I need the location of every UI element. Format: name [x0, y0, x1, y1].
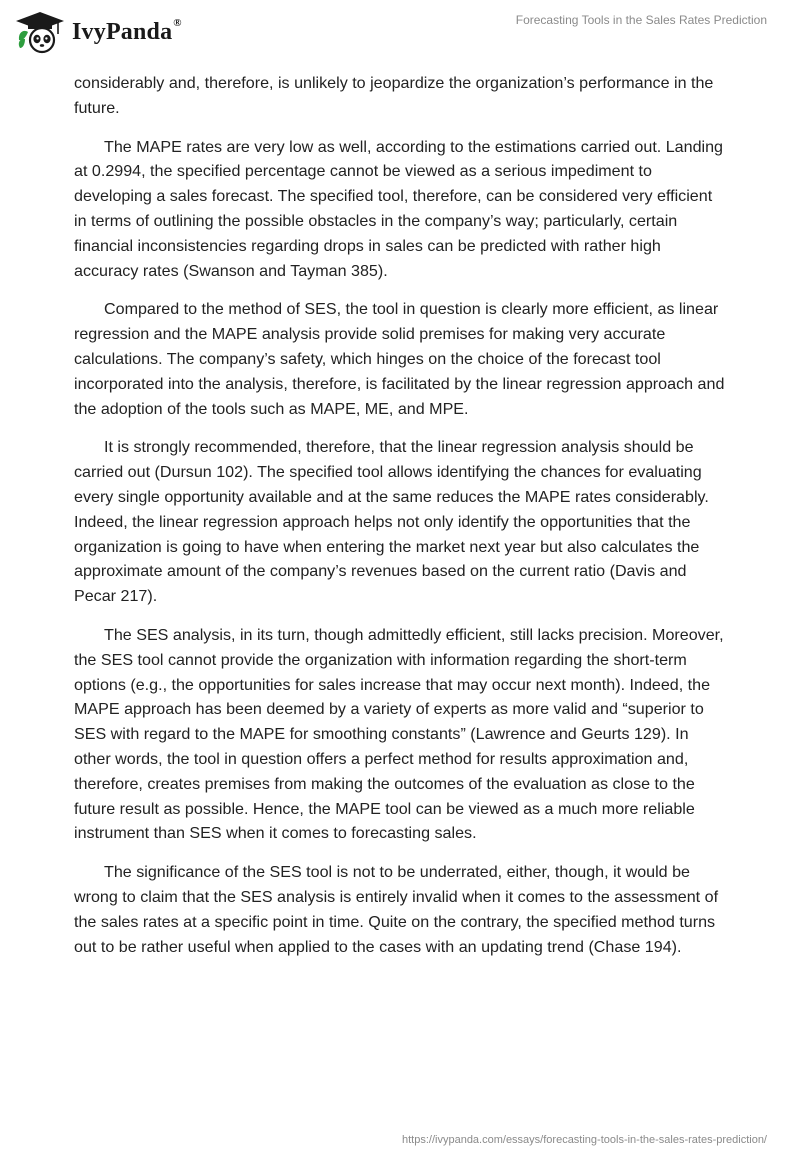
essay-body — [74, 71, 726, 973]
paragraph: It is strongly recommended, therefore, that the linear regression analysis should be carried out (Dursun 102). The specified tool allows identifying the chances for evaluating every single opportunity available and at the same reduces the MAPE rates considerably. Indeed, the linear regression approach helps not only identify the opportunities that the organization is going to have when entering the market next year but also calculates the approximate amount of the company’s revenues based on the current ratio (Davis and Pecar 217). — [74, 438, 709, 606]
document-title: Forecasting Tools in the Sales Rates Prediction — [515, 13, 767, 27]
source-url[interactable]: https://ivypanda.com/essays/forecasting-tools-in-the-sales-rates-prediction/ — [402, 1134, 767, 1146]
paragraph: The MAPE rates are very low as well, according to the estimations carried out. Landing at 0.2994, the specified percentage cannot be viewed as a serious impediment to developing a sales forecast. The specified tool, therefore, can be considered very efficient in terms of outlining the possible obstacles in the company’s way; particularly, certain financial inconsistencies regarding drops in sales can be predicted with rather high accuracy rates (Swanson and Tayman 385). — [74, 137, 724, 280]
brand-name: IvyPanda® — [72, 16, 182, 45]
panda-graduate-icon — [14, 10, 66, 54]
paragraph: The significance of the SES tool is not to be underrated, either, though, it would be wrong to claim that the SES analysis is entirely invalid when it comes to the assessment of the sales rates at a specific point in time. Quite on the contrary, the specified method turns out to be rather useful when applied to the cases with an updating trend (Chase 194). — [74, 863, 719, 956]
paragraph: Compared to the method of SES, the tool in question is clearly more efficient, as linear regression and the MAPE analysis provide solid premises for making very accurate calculations. The company’s safety, which hinges on the choice of the forecast tool incorporated into the analysis, therefore, is facilitated by the linear regression approach and the adoption of the tools such as MAPE, ME, and MPE. — [74, 300, 725, 418]
paragraph: The SES analysis, in its turn, though admittedly efficient, still lacks precision. Moreover, the SES tool cannot provide the organization with information regarding the short-term options (e.g., the opportunities for sales increase that may occur next month). Indeed, the MAPE approach has been deemed by a variety of experts as more valid and “superior to SES with regard to the MAPE for smoothing constants” (Lawrence and Geurts 129). In other words, the tool in question offers a perfect method for results approximation and, therefore, creates premises from making the outcomes of the evaluation as close to the future result as possible. Hence, the MAPE tool can be viewed as a much more reliable instrument than SES when it comes to forecasting sales. — [74, 625, 724, 843]
ivypanda-logo[interactable] — [14, 10, 182, 54]
page-header — [0, 0, 800, 70]
paragraph-continued: considerably and, therefore, is unlikely to jeopardize the organization’s performance in the future. — [74, 74, 714, 117]
